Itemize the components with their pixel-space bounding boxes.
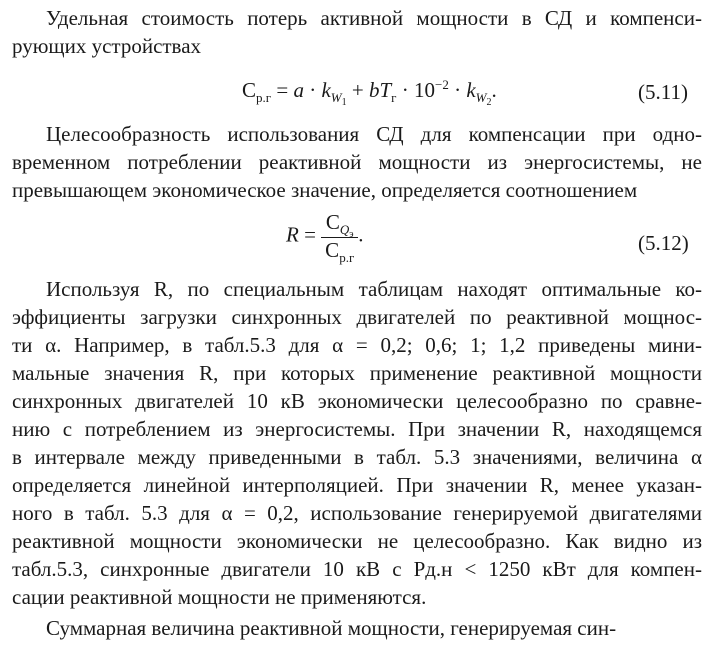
paragraph-line: эффициенты загрузки синхронных двигателей по реактивной мощнос-	[12, 305, 703, 329]
paragraph-line: в интервале между приведенными в табл. 5.3 значениями, величина α	[12, 445, 702, 469]
paragraph-line: Целесообразность использования СД для компенсации при одно-	[46, 122, 702, 146]
paragraph-line: табл.5.3, синхронные двигатели 10 кВ с Pд.н < 1250 кВт для компен-	[12, 557, 702, 581]
paragraph-line: мальные значения R, при которых применение реактивной мощности	[12, 361, 702, 385]
paragraph-line: синхронных двигателей 10 кВ экономически целесообразно по сравне-	[12, 389, 703, 413]
equation-number: (5.12)	[638, 231, 689, 255]
equation-5-11: $C_{р.г} = a \cdot k_{W_1} + bT_г \cdot 10^{-2} \cdot k_{W_2}$.	[242, 77, 497, 108]
paragraph-line: рующих устройствах	[12, 34, 202, 58]
paragraph-line: Используя R, по специальным таблицам находят оптимальные ко-	[46, 277, 703, 301]
equation-number: (5.11)	[638, 80, 688, 104]
paragraph-line: превышающем экономическое значение, определяется соотношением	[12, 178, 638, 202]
paragraph-line: сации реактивной мощности не применяются.	[12, 585, 427, 609]
paragraph-line: нию с потреблением из энергосистемы. При значении R, находящемся	[12, 417, 702, 441]
paragraph-line: ти α. Например, в табл.5.3 для α = 0,2; 0,6; 1; 1,2 приведены мини-	[12, 333, 702, 357]
paragraph-line: ного в табл. 5.3 для α = 0,2, использование генерируемой двигателями	[12, 501, 702, 525]
paragraph-line: Удельная стоимость потерь активной мощности в СД и компенси-	[46, 6, 702, 30]
paragraph-line: определяется линейной интерполяцией. При значении R, менее указан-	[12, 473, 702, 497]
paragraph-line: временном потреблении реактивной мощности из энергосистемы, не	[12, 150, 702, 174]
equation-5-12: R = $\frac{C_{Q_э}}{C_{р.г}}$ .	[286, 210, 364, 265]
paragraph-line: реактивной мощности экономически не целесообразно. Как видно из	[12, 529, 703, 553]
fraction: $\frac{C_{Q_э}}{C_{р.г}}$	[321, 212, 358, 261]
paragraph-line: Суммарная величина реактивной мощности, генерируемая син-	[46, 616, 617, 640]
